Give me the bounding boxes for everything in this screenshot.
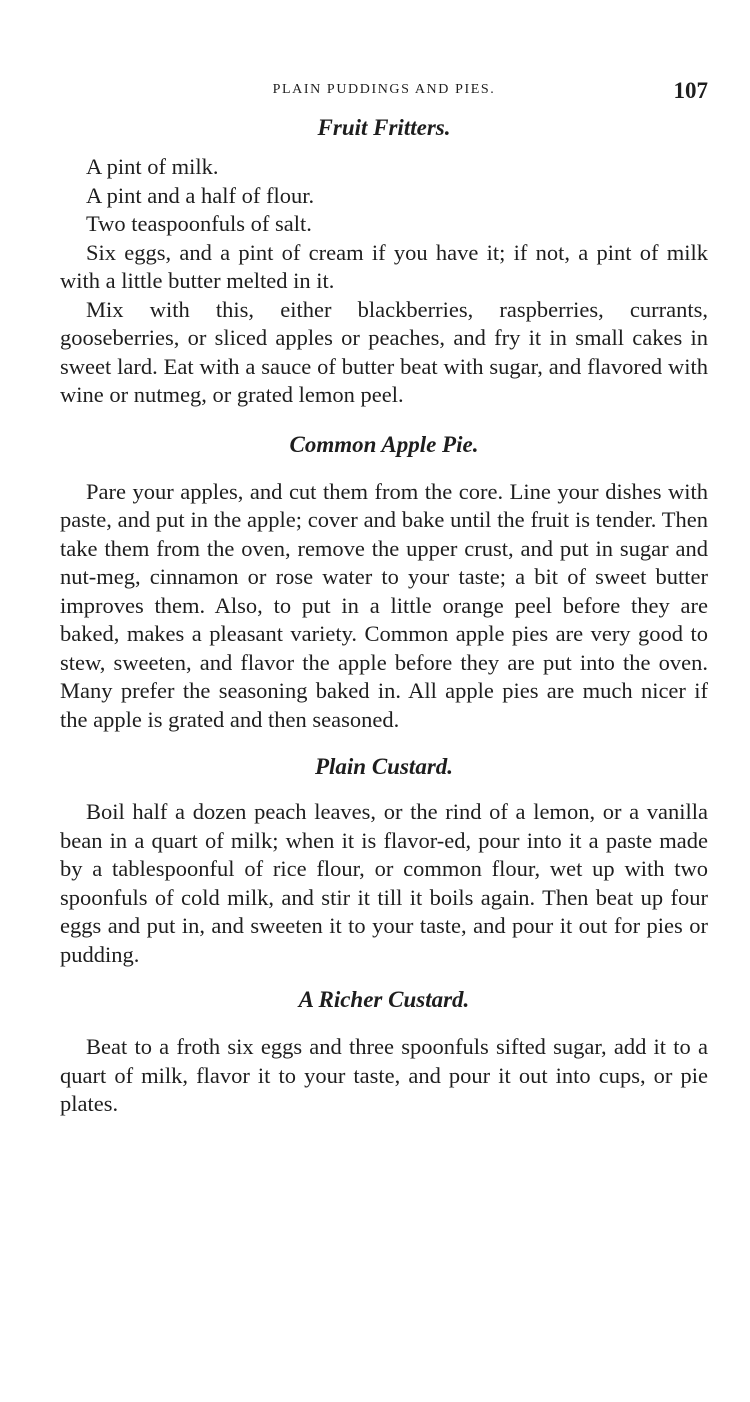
recipe-fruit-fritters xyxy=(60,113,708,410)
recipe-title: Fruit Fritters. xyxy=(317,115,451,140)
ingredient-line: Two teaspoonfuls of salt. xyxy=(86,211,312,236)
recipe-plain-custard xyxy=(60,752,708,969)
recipe-paragraph: Pare your apples, and cut them from the core. Line your dishes with paste, and put in the apple; cover and bake until the fruit is tender. Then take them from the oven, remove the upper crust, and put in sugar and nut-meg, cinnamon or rose water to your taste; a bit of sweet butter improves them. Also, to put in a little orange peel before they are baked, makes a pleasant variety. Common apple pies are very good to stew, sweeten, and flavor the apple before they are put into the oven. Many prefer the seasoning baked in. All apple pies are much nicer if the apple is grated and then seasoned. xyxy=(60,478,708,732)
recipe-title: Common Apple Pie. xyxy=(289,431,479,457)
recipe-a-richer-custard xyxy=(60,985,708,1119)
page-number: 107 xyxy=(673,78,708,103)
recipe-title: Plain Custard. xyxy=(314,754,454,779)
ingredient-line: Six eggs, and a pint of cream if you have it; if not, a pint of milk with a little butter melted in it. xyxy=(60,239,708,293)
recipe-paragraph: Beat to a froth six eggs and three spoonfuls sifted sugar, add it to a quart of milk, flavor it to your taste, and pour it out into cups, or pie plates. xyxy=(60,1034,708,1116)
recipe-title: A Richer Custard. xyxy=(298,987,470,1012)
ingredient-line: A pint of milk. xyxy=(86,154,219,179)
recipe-paragraph: Mix with this, either blackberries, raspberries, currants, gooseberries, or sliced apples or peaches, and fry it in small cakes in sweet lard. Eat with a sauce of butter beat with sugar, and flavored with wine or nutmeg, or grated lemon peel. xyxy=(60,296,708,407)
page-content xyxy=(60,78,708,1119)
recipe-paragraph: Boil half a dozen peach leaves, or the rind of a lemon, or a vanilla bean in a quart of milk; when it is flavor-ed, pour into it a paste made by a tablespoonful of rice flour, or common flour, wet up with two spoonfuls of cold milk, and stir it till it boils again. Then beat up four eggs and put in, and sweeten it to your taste, and pour it out for pies or pudding. xyxy=(60,799,708,967)
recipe-common-apple-pie xyxy=(60,430,708,735)
running-title: PLAIN PUDDINGS AND PIES. xyxy=(272,82,496,97)
running-header xyxy=(60,78,708,110)
ingredient-line: A pint and a half of flour. xyxy=(86,182,315,208)
